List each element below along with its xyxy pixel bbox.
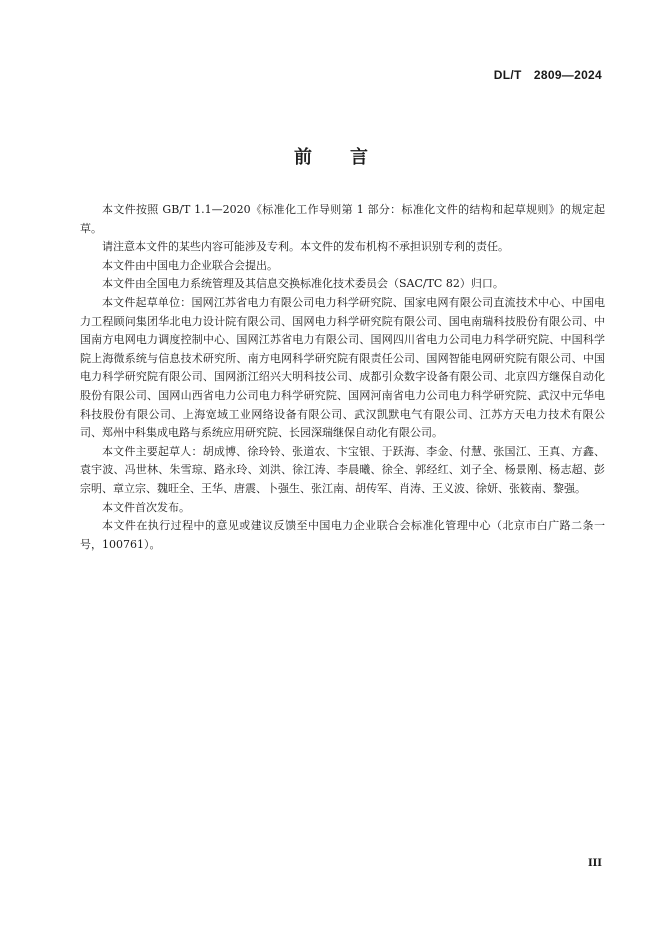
paragraph-drafters: 本文件主要起草人：胡成博、徐玲铃、张道农、卞宝银、于跃海、李金、付慧、张国江、王真、方鑫、袁宇波、冯世林、朱雪琼、路永玲、刘洪、徐江涛、李晨曦、徐全、郭经红、刘子全、杨景刚、杨志超、彭宗明、章立宗、魏旺全、王华、唐震、卜强生、张江南、胡传军、肖涛、王义波、徐妍、张筱南、黎强。 <box>80 444 605 495</box>
paragraph-feedback: 本文件在执行过程中的意见或建议反馈至中国电力企业联合会标准化管理中心（北京市白广路二条一号，100761）。 <box>80 519 605 551</box>
paragraph-drafting-units: 本文件起草单位：国网江苏省电力有限公司电力科学研究院、国家电网有限公司直流技术中心、中国电力工程顾问集团华北电力设计院有限公司、国网电力科学研究院有限公司、国电南瑞科技股份有限公司、中国南方电网电力调度控制中心、国网江苏省电力有限公司、国网四川省电力公司电力科学研究院、中国科学院上海微系统与信息技术研究所、南方电网科学研究院有限责任公司、国网智能电网研究院有限公司、中国电力科学研究院有限公司、国网浙江绍兴大明科技公司、成都引众数字设备有限公司、北京四方继保自动化股份有限公司、国网山西省电力公司电力科学研究院、国网河南省电力公司电力科学研究院、武汉中元华电科技股份有限公司、上海宽域工业网络设备有限公司、武汉凯默电气有限公司、江苏方天电力技术有限公司、郑州中科集成电路与系统应用研究院、长园深瑞继保自动化有限公司。 <box>80 295 605 440</box>
page-title: 前言 <box>294 147 406 168</box>
paragraph-committee: 本文件由全国电力系统管理及其信息交换标准化技术委员会（SAC/TC 82）归口。 <box>102 277 504 291</box>
foreword-body <box>80 201 605 554</box>
paragraph-proposer: 本文件由中国电力企业联合会提出。 <box>102 258 278 272</box>
paragraph-drafting-basis: 本文件按照 GB/T 1.1—2020《标准化工作导则第 1 部分：标准化文件的结构和起草规则》的规定起草。 <box>80 203 605 235</box>
paragraph-first-release: 本文件首次发布。 <box>102 500 190 514</box>
page-number: III <box>587 858 602 869</box>
standard-code: DL/T 2809—2024 <box>493 68 602 82</box>
paragraph-patent-notice: 请注意本文件的某些内容可能涉及专利。本文件的发布机构不承担识别专利的责任。 <box>102 240 509 254</box>
